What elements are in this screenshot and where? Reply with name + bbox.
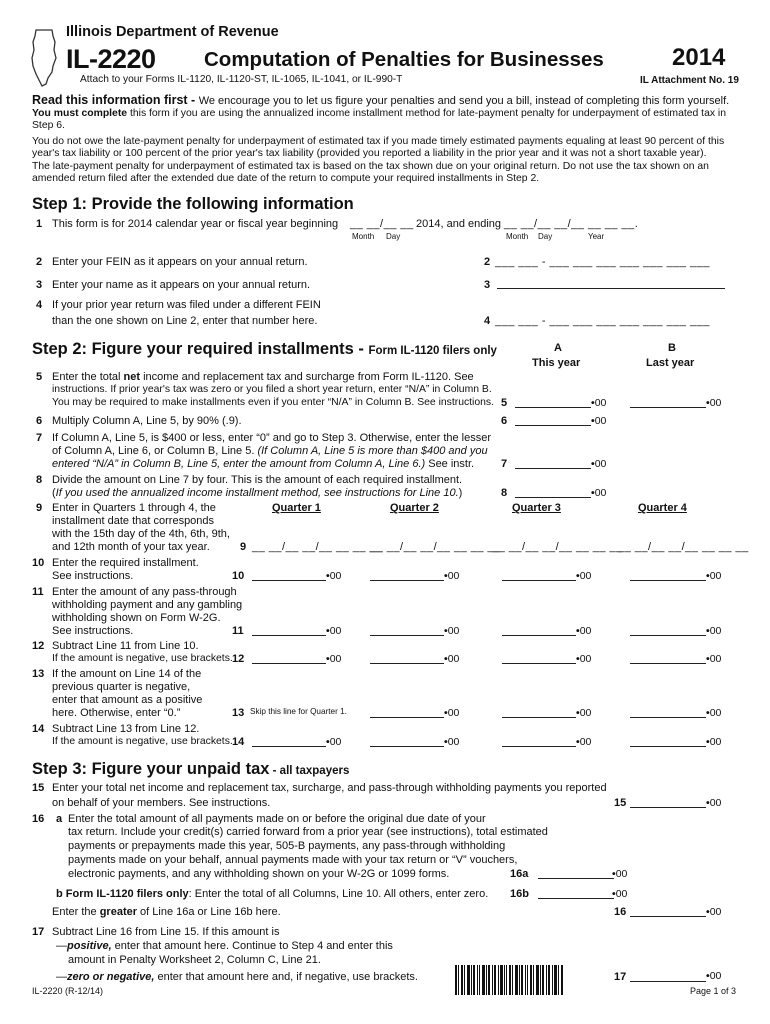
line17-positive-label: —positive, enter that amount here. Continue to Step 4 and enter this <box>56 940 393 952</box>
line10-q1-field[interactable] <box>252 580 326 581</box>
cents-marker: •00 <box>706 397 722 409</box>
cents-marker: •00 <box>326 625 342 637</box>
line13-q1-skip-note: Skip this line for Quarter 1. <box>250 707 347 716</box>
line-number: 16 <box>614 906 627 918</box>
line-number: 15 <box>32 782 45 794</box>
line11-label-a: Enter the amount of any pass-through <box>52 586 237 598</box>
line-number: 11 <box>232 625 244 637</box>
date-caption-year: Year <box>588 232 605 241</box>
cents-marker: •00 <box>706 797 722 809</box>
line-number: 15 <box>614 797 627 809</box>
line12-q2-field[interactable] <box>370 663 444 664</box>
intro-paragraph-1: Read this information first - We encourage you to let us figure your penalties and send you a bill, instead of completing this form yourself. You must complete this form if you are using the annualized income installment method for late-payment penalty for underpayment of estimated tax in Step 6. <box>32 93 730 132</box>
column-a-header: A <box>554 342 562 354</box>
line-number: 14 <box>32 723 45 735</box>
line6-label: Multiply Column A, Line 5, by 90% (.9). <box>52 415 242 427</box>
line8-label-b: (If you used the annualized income installment method, see instructions for Line 10.) <box>52 487 463 499</box>
line9-label-d: and 12th month of your tax year. <box>52 541 210 553</box>
line12-q1-field[interactable] <box>252 663 326 664</box>
cents-marker: •00 <box>444 570 460 582</box>
line14-label-a: Subtract Line 13 from Line 12. <box>52 723 200 735</box>
quarter-4-date-field[interactable]: __ __/__ __/__ __ __ __ <box>618 541 749 553</box>
line14-q4-field[interactable] <box>630 746 706 747</box>
line8-label-a: Divide the amount on Line 7 by four. This is the amount of each required installment. <box>52 474 463 486</box>
line8-field[interactable] <box>515 497 591 498</box>
line-number: 10 <box>232 570 245 582</box>
line11-q2-field[interactable] <box>370 635 444 636</box>
line17-label: Subtract Line 16 from Line 15. If this amount is <box>52 926 280 938</box>
line1-middle-text: 2014, and ending <box>416 218 502 230</box>
cents-marker: •00 <box>591 415 607 427</box>
line5-label-b: instructions. If prior year's tax was zero or you filed a short year return, enter “N/A” in Column B. <box>52 384 492 395</box>
quarter-2-header: Quarter 2 <box>390 502 439 514</box>
agency-name: Illinois Department of Revenue <box>66 24 279 40</box>
line-number: 9 <box>240 541 247 553</box>
line16a-label-3: payments or prepayments made this year, 505-B payments, any pass-through withholding <box>68 840 506 852</box>
cents-marker: •00 <box>444 625 460 637</box>
line17-negative-label: —zero or negative, enter that amount here and, if negative, use brackets. <box>56 971 418 983</box>
cents-marker: •00 <box>706 970 722 982</box>
fiscal-begin-date-field[interactable]: __ __/__ __ <box>350 218 414 230</box>
illinois-state-outline-icon <box>30 28 58 88</box>
fiscal-end-date-field[interactable]: __ __/__ __/__ __ __ __. <box>504 218 639 230</box>
line11-label-b: withholding payment and any gambling <box>52 599 243 611</box>
line10-label-a: Enter the required installment. <box>52 557 199 569</box>
line-number: 5 <box>501 397 508 409</box>
quarter-1-header: Quarter 1 <box>272 502 321 514</box>
cents-marker: •00 <box>326 653 342 665</box>
line13-label-c: enter that amount as a positive <box>52 694 203 706</box>
cents-marker: •00 <box>326 736 342 748</box>
line4-label-b: than the one shown on Line 2, enter that number here. <box>52 315 318 327</box>
line16a-label-1: Enter the total amount of all payments made on or before the original due date of your <box>68 813 486 825</box>
line-number: 11 <box>32 586 44 598</box>
cents-marker: •00 <box>591 458 607 470</box>
line16a-letter: a <box>56 813 63 825</box>
line-number: 6 <box>501 415 508 427</box>
line9-label-a: Enter in Quarters 1 through 4, the <box>52 502 216 514</box>
line10-q2-field[interactable] <box>370 580 444 581</box>
line-number: 3 <box>36 279 43 291</box>
line5-col-a-field[interactable] <box>515 407 591 408</box>
line14-label-b: If the amount is negative, use brackets. <box>52 736 233 747</box>
line-number: 17 <box>32 926 45 938</box>
cents-marker: •00 <box>706 736 722 748</box>
line-number: 14 <box>232 736 245 748</box>
line6-field[interactable] <box>515 425 591 426</box>
line14-q3-field[interactable] <box>502 746 576 747</box>
line14-q1-field[interactable] <box>252 746 326 747</box>
line-number: 4 <box>36 299 43 311</box>
attach-instructions: Attach to your Forms IL-1120, IL-1120-ST, IL-1065, IL-1041, or IL-990-T <box>80 74 403 85</box>
cents-marker: •00 <box>444 653 460 665</box>
line5-col-b-field[interactable] <box>630 407 706 408</box>
line13-label-b: previous quarter is negative, <box>52 681 191 693</box>
line11-label-c: withholding shown on Form W-2G. <box>52 612 221 624</box>
line13-q2-field[interactable] <box>370 717 444 718</box>
line11-label-d: See instructions. <box>52 625 134 637</box>
cents-marker: •00 <box>444 736 460 748</box>
cents-marker: •00 <box>326 570 342 582</box>
form-number: IL-2220 <box>66 44 156 74</box>
quarter-1-date-field[interactable]: __ __/__ __/__ __ __ __ <box>252 541 383 553</box>
line9-label-b: installment date that corresponds <box>52 515 215 527</box>
line12-q4-field[interactable] <box>630 663 706 664</box>
cents-marker: •00 <box>706 625 722 637</box>
line14-q2-field[interactable] <box>370 746 444 747</box>
line16b-label: b Form IL-1120 filers only: Enter the total of all Columns, Line 10. All others, enter zero. <box>56 888 489 900</box>
line11-q3-field[interactable] <box>502 635 576 636</box>
line16-field[interactable] <box>630 916 706 917</box>
cents-marker: •00 <box>706 906 722 918</box>
line-number: 5 <box>36 371 43 383</box>
line16a-label-2: tax return. Include your credit(s) carried forward from a prior year (see instructions), total estimated <box>68 826 548 838</box>
step2-title: Step 2: Figure your required installments - Form IL-1120 filers only <box>32 340 497 358</box>
line-number: 13 <box>32 668 45 680</box>
line11-q4-field[interactable] <box>630 635 706 636</box>
line4-label-a: If your prior year return was filed under a different FEIN <box>52 299 321 311</box>
line-number: 13 <box>232 707 245 719</box>
intro-paragraph-2: You do not owe the late-payment penalty for underpayment of estimated tax if you made timely estimated payments equaling at least 90 percent of this year's tax liability or 100 percent of the prior year's tax liability (provided you reported a liability in the prior year and it was not a short taxable year). <box>32 136 725 160</box>
line15-field[interactable] <box>630 807 706 808</box>
line3-label: Enter your name as it appears on your annual return. <box>52 279 311 291</box>
line-number: 16b <box>510 888 529 900</box>
line12-label-a: Subtract Line 11 from Line 10. <box>52 640 199 652</box>
line-number: 3 <box>484 279 491 291</box>
quarter-3-header: Quarter 3 <box>512 502 561 514</box>
quarter-3-date-field[interactable]: __ __/__ __/__ __ __ __ <box>492 541 623 553</box>
date-caption-day: Day <box>538 232 553 241</box>
cents-marker: •00 <box>576 653 592 665</box>
intro-paragraph-3: The late-payment penalty for underpayment of estimated tax is based on the tax shown due on your original return. Do not use the tax shown on an amended return filed after the extended due date of the return to compute your required installments in Step 2. <box>32 161 709 185</box>
cents-marker: •00 <box>576 625 592 637</box>
page-number: Page 1 of 3 <box>690 986 737 996</box>
step1-title: Step 1: Provide the following information <box>32 195 354 213</box>
line16a-field[interactable] <box>538 878 614 879</box>
line16b-field[interactable] <box>538 898 614 899</box>
line-number: 9 <box>36 502 43 514</box>
line16a-label-4: payments made on your behalf, annual payments made with your tax return or “V” vouchers, <box>68 854 518 866</box>
line5-label-c: You may be required to make installments even if you enter “N/A” in Column B. See instructions. <box>52 397 495 408</box>
line13-label-d: here. Otherwise, enter “0.” <box>52 707 181 719</box>
line-number: 16a <box>510 868 529 880</box>
column-b-header: B <box>668 342 676 354</box>
line7-label-b: of Column A, Line 6, or Column B, Line 5. (If Column A, Line 5 is more than $400 and you <box>52 445 488 457</box>
cents-marker: •00 <box>706 653 722 665</box>
line-number: 12 <box>32 640 45 652</box>
line7-label-c: entered “N/A” in Column B, Line 5, enter the amount from Column A, Line 6.) See instr. <box>52 458 475 470</box>
column-a-subheader: This year <box>532 357 581 369</box>
line17-positive-label-2: amount in Penalty Worksheet 2, Column C, Line 21. <box>68 954 321 966</box>
column-b-subheader: Last year <box>646 357 695 369</box>
line7-field[interactable] <box>515 468 591 469</box>
line11-q1-field[interactable] <box>252 635 326 636</box>
cents-marker: •00 <box>576 707 592 719</box>
line10-q3-field[interactable] <box>502 580 576 581</box>
line10-label-b: See instructions. <box>52 570 134 582</box>
form-revision: IL-2220 (R-12/14) <box>32 986 104 996</box>
line5-label-a: Enter the total net income and replacement tax and surcharge from Form IL-1120. See <box>52 371 474 383</box>
cents-marker: •00 <box>591 487 607 499</box>
line15-label-a: Enter your total net income and replacement tax, surcharge, and pass-through withholding payments you reported <box>52 782 607 794</box>
cents-marker: •00 <box>576 736 592 748</box>
line-number: 1 <box>36 218 43 230</box>
line12-label-b: If the amount is negative, use brackets. <box>52 653 233 664</box>
line16-label: Enter the greater of Line 16a or Line 16b here. <box>52 906 281 918</box>
prior-fein-field[interactable]: ___ ___ - ___ ___ ___ ___ ___ ___ ___ <box>495 315 710 327</box>
line-number: 7 <box>501 458 508 470</box>
cents-marker: •00 <box>576 570 592 582</box>
step3-title: Step 3: Figure your unpaid tax - all taxpayers <box>32 760 350 778</box>
cents-marker: •00 <box>706 570 722 582</box>
cents-marker: •00 <box>444 707 460 719</box>
line13-label-a: If the amount on Line 14 of the <box>52 668 202 680</box>
line13-q4-field[interactable] <box>630 717 706 718</box>
barcode-icon <box>455 965 565 995</box>
form-title: Computation of Penalties for Businesses <box>204 48 604 71</box>
line2-label: Enter your FEIN as it appears on your annual return. <box>52 256 308 268</box>
line-number: 6 <box>36 415 43 427</box>
line-number: 10 <box>32 557 45 569</box>
cents-marker: •00 <box>612 868 628 880</box>
line1-label: This form is for 2014 calendar year or fiscal year beginning <box>52 218 339 230</box>
line-number: 17 <box>614 971 627 983</box>
line-number: 7 <box>36 432 43 444</box>
line-number: 8 <box>36 474 43 486</box>
line9-label-c: with the 15th day of the 4th, 6th, 9th, <box>52 528 230 540</box>
line15-label-b: on behalf of your members. See instructions. <box>52 797 271 809</box>
line12-q3-field[interactable] <box>502 663 576 664</box>
line16a-label-5: electronic payments, and any withholding shown on your W-2G or 1099 forms. <box>68 868 450 880</box>
line13-q3-field[interactable] <box>502 717 576 718</box>
date-caption-day: Day <box>386 232 401 241</box>
line-number: 12 <box>232 653 245 665</box>
line-number: 2 <box>36 256 43 268</box>
cents-marker: •00 <box>706 707 722 719</box>
line-number: 16 <box>32 813 45 825</box>
date-caption-month: Month <box>352 232 375 241</box>
quarter-2-date-field[interactable]: __ __/__ __/__ __ __ __ <box>370 541 501 553</box>
fein-field[interactable]: ___ ___ - ___ ___ ___ ___ ___ ___ ___ <box>495 256 710 268</box>
line-number: 8 <box>501 487 508 499</box>
line10-q4-field[interactable] <box>630 580 706 581</box>
line-number: 2 <box>484 256 491 268</box>
quarter-4-header: Quarter 4 <box>638 502 687 514</box>
line7-label-a: If Column A, Line 5, is $400 or less, enter “0” and go to Step 3. Otherwise, enter the lesser <box>52 432 492 444</box>
cents-marker: •00 <box>612 888 628 900</box>
line17-field[interactable] <box>630 981 706 982</box>
cents-marker: •00 <box>591 397 607 409</box>
date-caption-month: Month <box>506 232 529 241</box>
tax-year: 2014 <box>672 44 726 71</box>
line-number: 4 <box>484 315 491 327</box>
attachment-number: IL Attachment No. 19 <box>640 75 739 86</box>
name-field[interactable] <box>497 288 725 289</box>
